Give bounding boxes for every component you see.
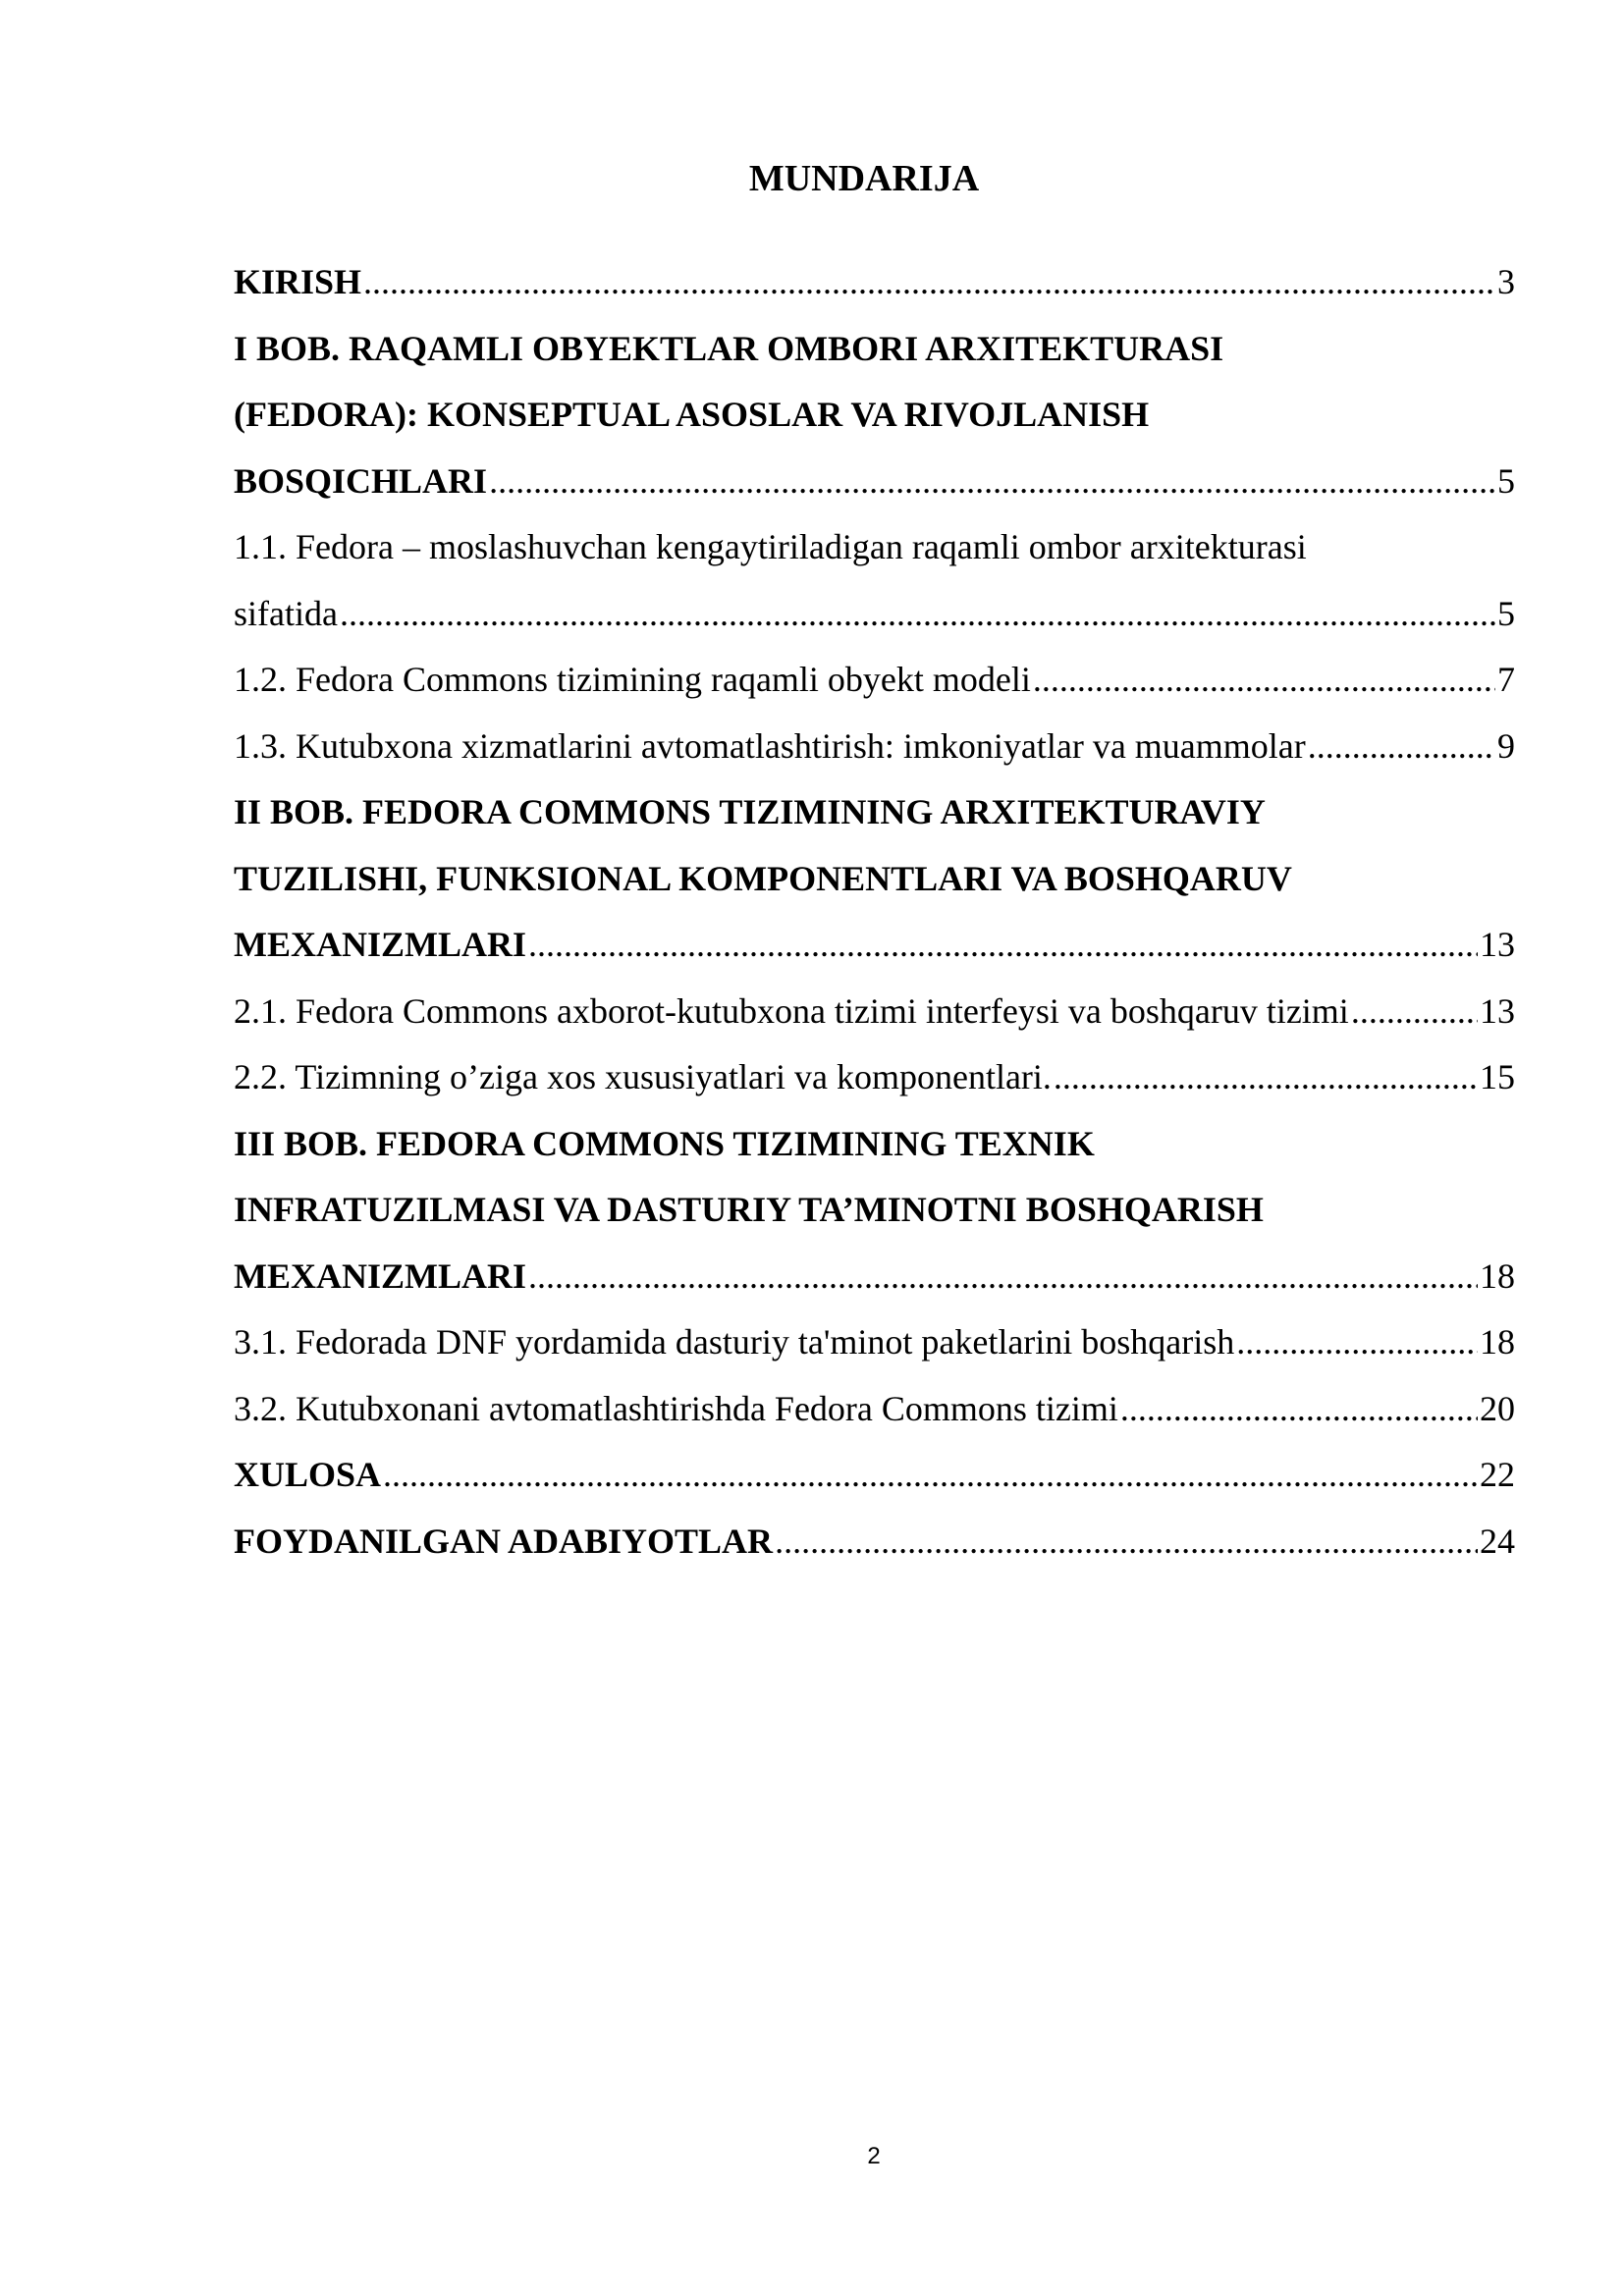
dot-leader bbox=[1054, 1044, 1478, 1111]
toc-entry-page-number: 15 bbox=[1480, 1057, 1515, 1096]
toc-entry[interactable] bbox=[234, 316, 1515, 515]
toc-entry-last-line bbox=[234, 581, 1515, 648]
toc-entry[interactable] bbox=[234, 1376, 1515, 1443]
toc-entry[interactable] bbox=[234, 979, 1515, 1045]
toc-entry-page-number: 3 bbox=[1497, 262, 1515, 301]
toc-entry-title-line: (FEDORA): KONSEPTUAL ASOSLAR VA RIVOJLANISH bbox=[234, 395, 1150, 434]
dot-leader bbox=[1120, 1376, 1478, 1443]
toc-entry-last-line bbox=[234, 912, 1515, 979]
toc-entry-last-line bbox=[234, 1244, 1515, 1310]
toc-entry-last-line bbox=[234, 449, 1515, 515]
toc-entry-last-line bbox=[234, 1309, 1515, 1376]
toc-entry-title-line: MEXANIZMLARI bbox=[234, 925, 527, 964]
toc-entry-last-line bbox=[234, 647, 1515, 714]
toc-entry[interactable] bbox=[234, 714, 1515, 780]
toc-entry-title-line: TUZILISHI, FUNKSIONAL KOMPONENTLARI VA BOSHQARUV bbox=[234, 858, 1292, 898]
toc-entry-title-line: 3.2. Kutubxonani avtomatlashtirishda Fedora Commons tizimi bbox=[234, 1388, 1118, 1428]
toc-entry-last-line bbox=[234, 714, 1515, 780]
dot-leader bbox=[489, 449, 1495, 515]
toc-entry-page-number: 5 bbox=[1497, 593, 1515, 633]
toc-entry-last-line bbox=[234, 1442, 1515, 1509]
toc-entry-page-number: 18 bbox=[1480, 1322, 1515, 1362]
toc-entry[interactable] bbox=[234, 647, 1515, 714]
toc-entry-page-number: 20 bbox=[1480, 1388, 1515, 1428]
toc-entry[interactable] bbox=[234, 1044, 1515, 1111]
toc-entry-title-line: 3.1. Fedorada DNF yordamida dasturiy ta'minot paketlarini boshqarish bbox=[234, 1322, 1235, 1362]
toc-entry[interactable] bbox=[234, 1509, 1515, 1575]
dot-leader bbox=[1308, 714, 1495, 780]
toc-entry-page-number: 22 bbox=[1480, 1455, 1515, 1494]
page-number: 2 bbox=[867, 2143, 881, 2169]
toc-entry-last-line bbox=[234, 1509, 1515, 1575]
toc-entry-title-line: MEXANIZMLARI bbox=[234, 1255, 527, 1296]
toc-entry-page-number: 13 bbox=[1480, 990, 1515, 1031]
dot-leader bbox=[775, 1509, 1478, 1575]
dot-leader bbox=[340, 581, 1495, 648]
toc-entry-title-line: BOSQICHLARI bbox=[234, 460, 488, 501]
toc-entry-title-line: sifatida bbox=[234, 593, 338, 633]
toc-entry-page-number: 7 bbox=[1497, 660, 1515, 699]
toc-entry-title-line: INFRATUZILMASI VA DASTURIY TA’MINOTNI BOSHQARISH bbox=[234, 1190, 1264, 1229]
dot-leader bbox=[528, 912, 1478, 979]
dot-leader bbox=[1351, 979, 1478, 1045]
dot-leader bbox=[383, 1442, 1478, 1509]
dot-leader bbox=[528, 1244, 1478, 1310]
dot-leader bbox=[1033, 647, 1495, 714]
dot-leader bbox=[1236, 1309, 1478, 1376]
toc-entry[interactable] bbox=[234, 1309, 1515, 1376]
toc-entry-last-line bbox=[234, 1044, 1515, 1111]
toc-entry-title-line: 1.3. Kutubxona xizmatlarini avtomatlashtirish: imkoniyatlar va muammolar bbox=[234, 725, 1306, 766]
toc-entry-title-line: 2.2. Tizimning o’ziga xos xususiyatlari va komponentlari. bbox=[234, 1057, 1052, 1096]
toc-entry-page-number: 9 bbox=[1497, 725, 1515, 766]
toc-entry[interactable] bbox=[234, 1111, 1515, 1310]
toc-entry-title-line: 1.1. Fedora – moslashuvchan kengaytiriladigan raqamli ombor arxitekturasi bbox=[234, 527, 1307, 566]
toc-entry[interactable] bbox=[234, 249, 1515, 316]
toc-entry-last-line bbox=[234, 1376, 1515, 1443]
toc-heading: MUNDARIJA bbox=[748, 158, 980, 199]
toc-entry-page-number: 5 bbox=[1497, 460, 1515, 501]
toc-entry-title-line: XULOSA bbox=[234, 1455, 382, 1494]
toc-entry-title-line: 2.1. Fedora Commons axborot-kutubxona tizimi interfeysi va boshqaruv tizimi bbox=[234, 990, 1349, 1031]
toc-entry-last-line bbox=[234, 249, 1515, 316]
toc-entry-title-line: II BOB. FEDORA COMMONS TIZIMINING ARXITEKTURAVIY bbox=[234, 792, 1266, 831]
toc-entry-last-line bbox=[234, 979, 1515, 1045]
toc-entry[interactable] bbox=[234, 1442, 1515, 1509]
toc-entry-page-number: 24 bbox=[1480, 1521, 1515, 1561]
toc-entry-title-line: III BOB. FEDORA COMMONS TIZIMINING TEXNIK bbox=[234, 1123, 1095, 1163]
toc-entry-title-line: KIRISH bbox=[234, 262, 362, 301]
dot-leader bbox=[363, 249, 1495, 316]
toc-entry[interactable] bbox=[234, 779, 1515, 979]
toc-entry-title-line: 1.2. Fedora Commons tizimining raqamli obyekt modeli bbox=[234, 660, 1031, 699]
toc-entry-page-number: 18 bbox=[1480, 1255, 1515, 1296]
table-of-contents bbox=[234, 249, 1515, 1575]
toc-entry[interactable] bbox=[234, 514, 1515, 647]
toc-entry-title-line: FOYDANILGAN ADABIYOTLAR bbox=[234, 1521, 774, 1561]
toc-entry-page-number: 13 bbox=[1480, 925, 1515, 964]
toc-entry-title-line: I BOB. RAQAMLI OBYEKTLAR OMBORI ARXITEKTURASI bbox=[234, 328, 1224, 368]
